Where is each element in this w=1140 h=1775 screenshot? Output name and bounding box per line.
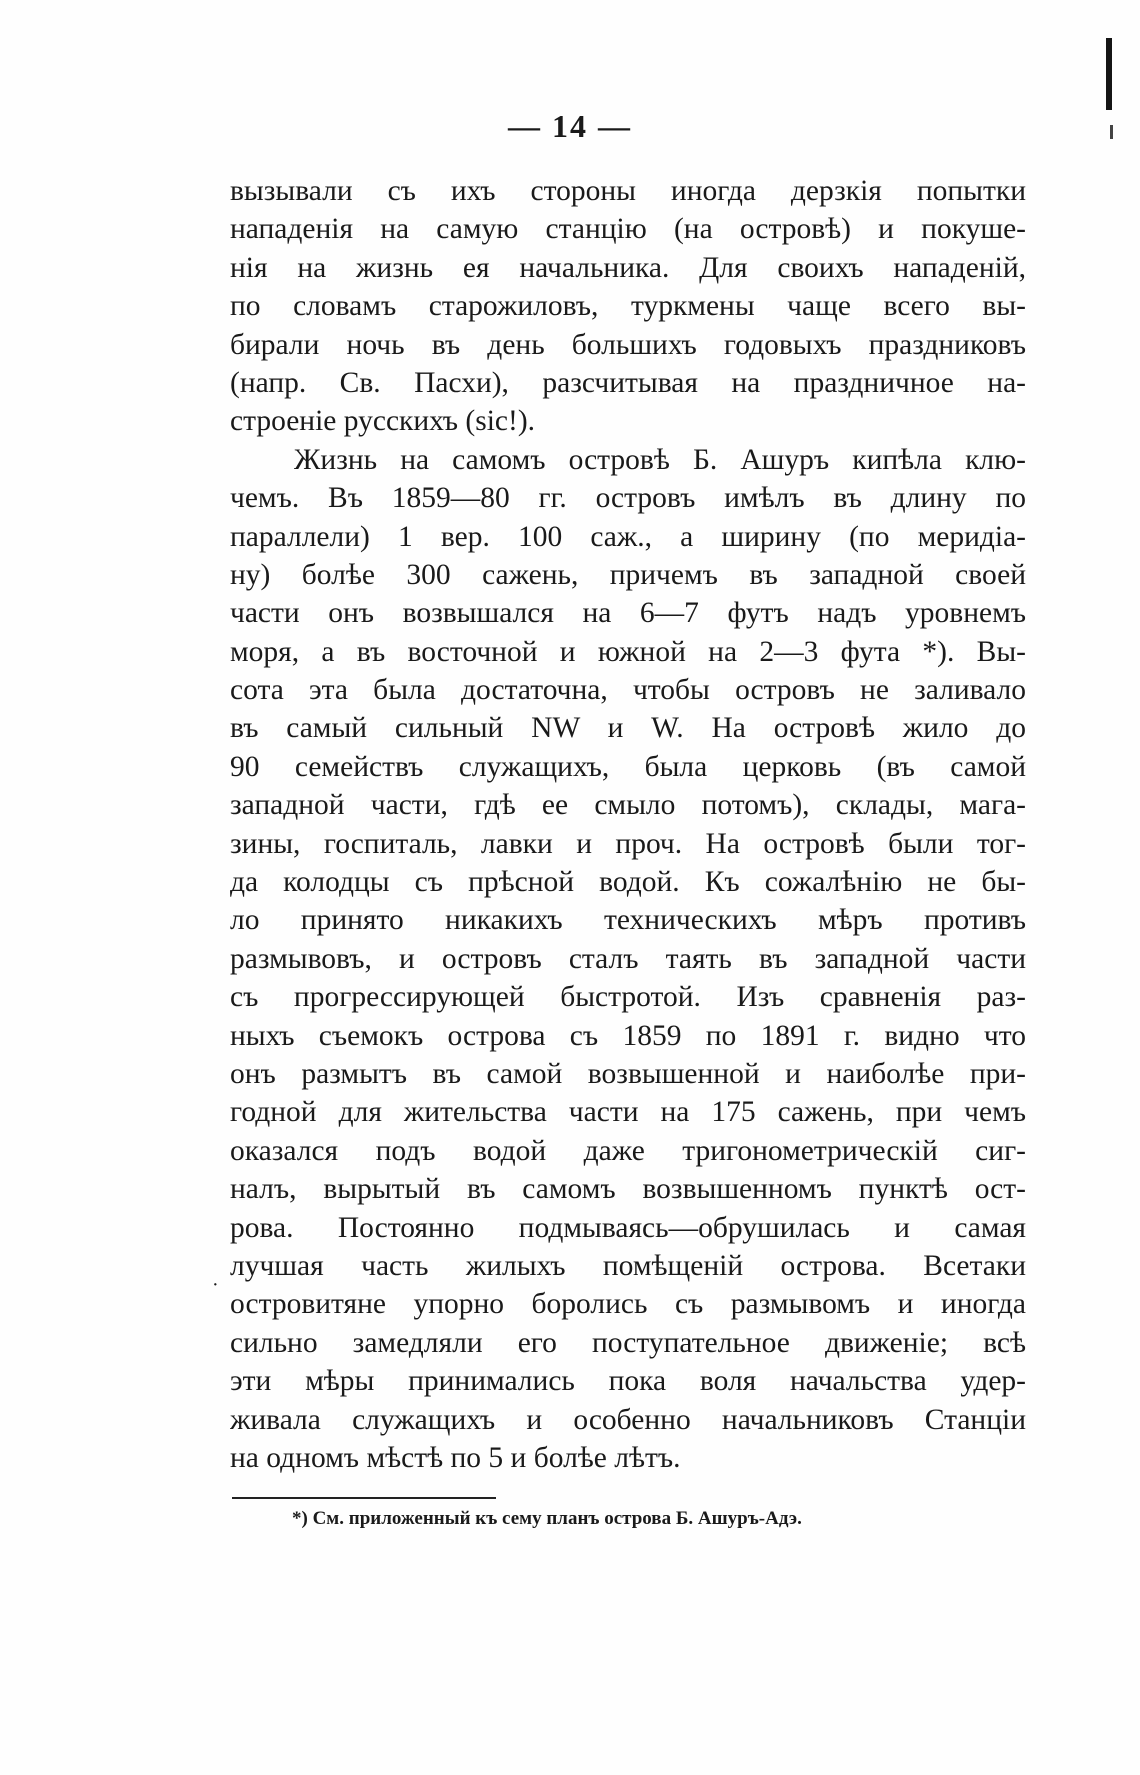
text-line: строеніе русскихъ (sic!). bbox=[230, 405, 536, 438]
text-line: лучшая часть жилыхъ помѣщеній острова. Всетаки bbox=[230, 1249, 1026, 1282]
page-edge-bar bbox=[1106, 38, 1112, 110]
text-line: размывовъ, и островъ сталъ таять въ западной части bbox=[230, 942, 1026, 975]
text-line: бирали ночь въ день большихъ годовыхъ праздниковъ bbox=[230, 328, 1026, 361]
text-line: нія на жизнь ея начальника. Для своихъ нападеній, bbox=[230, 251, 1026, 284]
text-line: налъ, вырытый въ самомъ возвышенномъ пунктѣ ост- bbox=[230, 1173, 1026, 1206]
text-line: въ самый сильный NW и W. На островѣ жило до bbox=[230, 712, 1026, 745]
text-line: зины, госпиталь, лавки и проч. На островѣ были тог- bbox=[230, 827, 1026, 860]
text-line: по словамъ старожиловъ, туркмены чаще всего вы- bbox=[230, 290, 1026, 323]
text-line: да колодцы съ прѣсной водой. Къ сожалѣнію не бы- bbox=[230, 866, 1026, 899]
text-line: островитяне упорно боролись съ размывомъ и иногда bbox=[230, 1288, 1026, 1321]
text-line: западной части, гдѣ ее смыло потомъ), склады, мага- bbox=[230, 789, 1026, 822]
page-number: — 14 — bbox=[508, 108, 632, 144]
text-line: 90 семействъ служащихъ, была церковь (въ самой bbox=[230, 750, 1026, 783]
paragraph-start-line: Жизнь на самомъ островѣ Б. Ашуръ кипѣла клю- bbox=[294, 443, 1026, 476]
text-line: части онъ возвышался на 6—7 футъ надъ уровнемъ bbox=[230, 597, 1026, 630]
margin-mark: · bbox=[212, 1274, 219, 1296]
text-line: моря, а въ восточной и южной на 2—3 фута *). Вы- bbox=[230, 635, 1026, 668]
text-line: эти мѣры принимались пока воля начальства удер- bbox=[230, 1365, 1026, 1398]
text-line: годной для жительства части на 175 сажень, при чемъ bbox=[230, 1096, 1026, 1129]
text-line: рова. Постоянно подмываясь—обрушилась и самая bbox=[230, 1211, 1026, 1244]
text-line: параллели) 1 вер. 100 саж., а ширину (по меридіа- bbox=[230, 520, 1026, 553]
text-line: оказался подъ водой даже тригонометрическій сиг- bbox=[230, 1134, 1026, 1167]
text-line: ло принято никакихъ техническихъ мѣръ противъ bbox=[230, 904, 1026, 937]
text-line: сильно замедляли его поступательное движеніе; всѣ bbox=[230, 1326, 1026, 1359]
text-line: на одномъ мѣстѣ по 5 и болѣе лѣтъ. bbox=[230, 1441, 681, 1474]
footnote: *) См. приложенный къ сему планъ острова Б. Ашуръ-Адэ. bbox=[292, 1508, 802, 1529]
text-line: сота эта была достаточна, чтобы островъ не заливало bbox=[230, 674, 1026, 707]
text-line: ну) болѣе 300 сажень, причемъ въ западной своей bbox=[230, 558, 1026, 591]
text-line: (напр. Св. Пасхи), разсчитывая на праздничное на- bbox=[230, 366, 1026, 399]
footnote-divider bbox=[232, 1497, 496, 1499]
text-line: съ прогрессирующей быстротой. Изъ сравненія раз- bbox=[230, 981, 1026, 1014]
text-line: нападенія на самую станцію (на островѣ) и покуше- bbox=[230, 213, 1026, 246]
text-line: ныхъ съемокъ острова съ 1859 по 1891 г. видно что bbox=[230, 1019, 1026, 1052]
text-line: вызывали съ ихъ стороны иногда дерзкія попытки bbox=[230, 175, 1026, 207]
text-line: живала служащихъ и особенно начальниковъ Станціи bbox=[230, 1403, 1026, 1436]
text-line: чемъ. Въ 1859—80 гг. островъ имѣлъ въ длину по bbox=[230, 482, 1026, 515]
body-text bbox=[230, 172, 1026, 1477]
text-line: онъ размытъ въ самой возвышенной и наиболѣе при- bbox=[230, 1057, 1026, 1090]
